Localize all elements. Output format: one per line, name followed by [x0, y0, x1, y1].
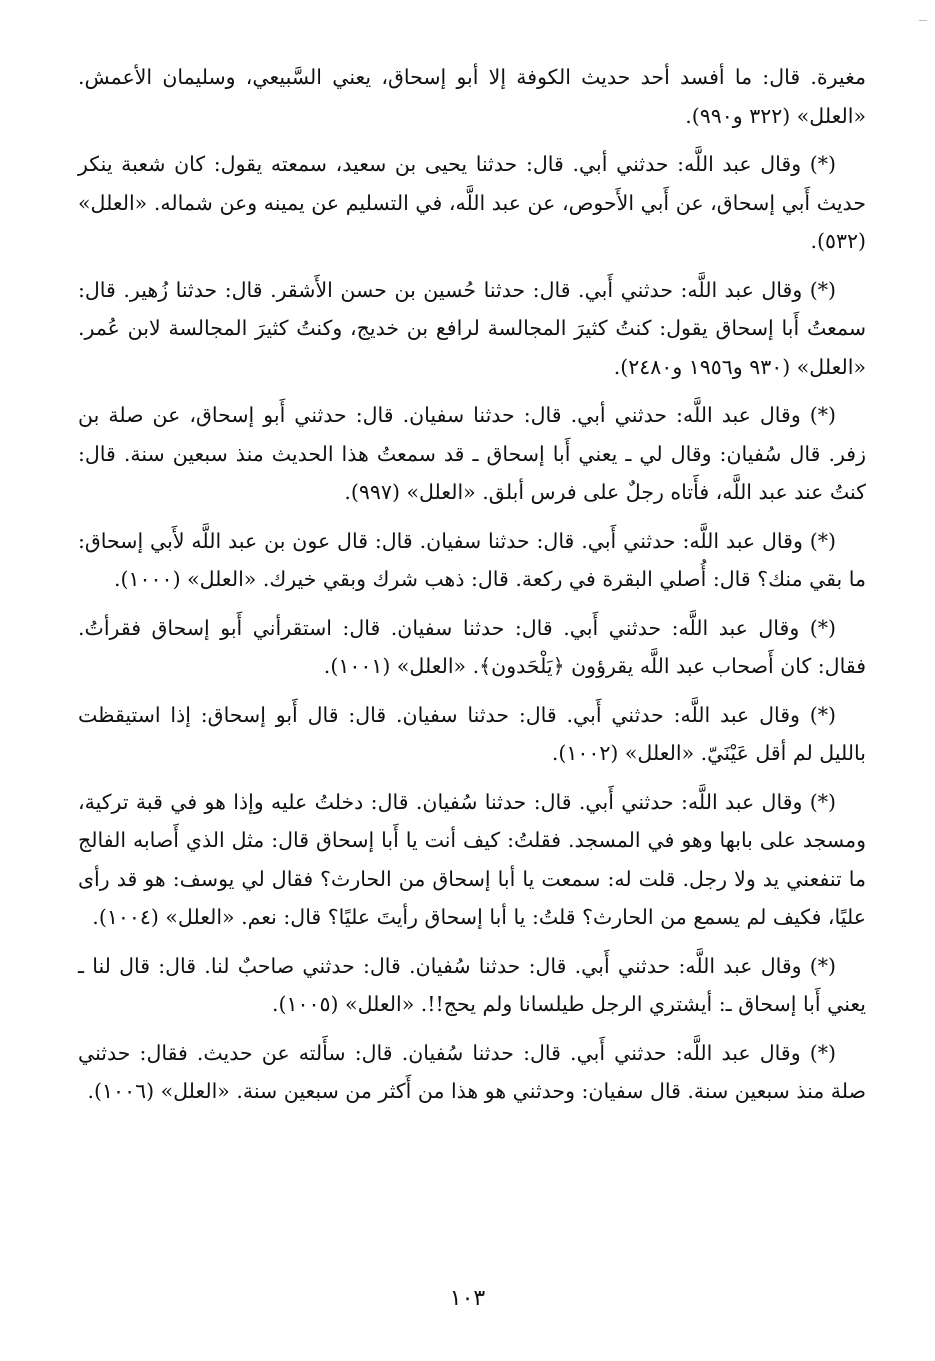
- paragraph-8: (*) وقال عبد اللَّه: حدثني أَبي. قال: حدثنا سُفيان. قال: دخلتُ عليه وإذا هو في قبة تركية، ومسجد على بابها وهو في المسجد. فقلتُ: كيف أنت يا أَبا إسحاق قال: مثل الذي أَصابه الفالج ما تنفعني يد ولا رجل. قلت له: سمعت يا أبا إسحاق من الحارث؟ فقال لي يوسف: هو قد رأى عليًا، فكيف لم يسمع من الحارث؟ قلتُ: يا أبا إسحاق رأيتَ عليًا؟ قال: نعم. «العلل» (١٠٠٤).: [78, 789, 866, 929]
- paragraph-4: (*) وقال عبد اللَّه: حدثني أبي. قال: حدثنا سفيان. قال: حدثني أَبو إسحاق، عن صلة بن زفر. قال سُفيان: وقال لي ـ يعني أَبا إسحاق ـ قد سمعتُ هذا الحديث منذ سبعين سنة. قال: كنتُ عند عبد اللَّه، فأَتاه رجلٌ على فرس أبلق. «العلل» (٩٩٧).: [78, 403, 866, 504]
- paragraph-1: مغيرة. قال: ما أفسد أحد حديث الكوفة إلا أبو إسحاق، يعني السَّبيعي، وسليمان الأعمش. «العلل» (٣٢٢ و٩٩٠).: [78, 65, 866, 128]
- page-body: [78, 58, 866, 1121]
- paragraph-7: (*) وقال عبد اللَّه: حدثني أَبي. قال: حدثنا سفيان. قال: قال أَبو إسحاق: إذا استيقظت بالليل لم أقل عَيْنَيّ. «العلل» (١٠٠٢).: [78, 702, 866, 765]
- paragraph-6: (*) وقال عبد اللَّه: حدثني أَبي. قال: حدثنا سفيان. قال: استقرأني أَبو إسحاق فقرأتُ. فقال: كان أَصحاب عبد اللَّه يقرؤون ﴿يَلْحَدون﴾. «العلل» (١٠٠١).: [78, 615, 866, 678]
- scan-mark: [919, 20, 927, 21]
- paragraph-2: (*) وقال عبد اللَّه: حدثني أبي. قال: حدثنا يحيى بن سعيد، سمعته يقول: كان شعبة ينكر حديث أَبي إسحاق، عن أَبي الأَحوص، عن عبد اللَّه، في التسليم عن يمينه وعن شماله. «العلل» (٥٣٢).: [78, 152, 866, 253]
- paragraph-9: (*) وقال عبد اللَّه: حدثني أَبي. قال: حدثنا سُفيان. قال: حدثني صاحبٌ لنا. قال: قال لنا ـ يعني أَبا إسحاق ـ: أيشتري الرجل طيلسانا ولم يحج!!. «العلل» (١٠٠٥).: [78, 953, 866, 1016]
- paragraph-10: (*) وقال عبد اللَّه: حدثني أَبي. قال: حدثنا سُفيان. قال: سأَلته عن حديث. فقال: حدثني صلة منذ سبعين سنة. قال سفيان: وحدثني هو هذا من أَكثر من سبعين سنة. «العلل» (١٠٠٦).: [78, 1040, 866, 1103]
- page-number: ١٠٣: [449, 1286, 486, 1311]
- paragraph-5: (*) وقال عبد اللَّه: حدثني أَبي. قال: حدثنا سفيان. قال: قال عون بن عبد اللَّه لأَبي إسحاق: ما بقي منك؟ قال: أُصلي البقرة في ركعة. قال: ذهب شرك وبقي خيرك. «العلل» (١٠٠٠).: [78, 528, 866, 591]
- paragraph-3: (*) وقال عبد اللَّه: حدثني أَبي. قال: حدثنا حُسين بن حسن الأَشقر. قال: حدثنا زُهير. قال: سمعتُ أَبا إسحاق يقول: كنتُ كثيرَ المجالسة لرافع بن خديج، وكنتُ كثيرَ المجالسة لابن عُمر. «العلل» (٩٣٠ و١٩٥٦ و٢٤٨٠).: [78, 277, 866, 379]
